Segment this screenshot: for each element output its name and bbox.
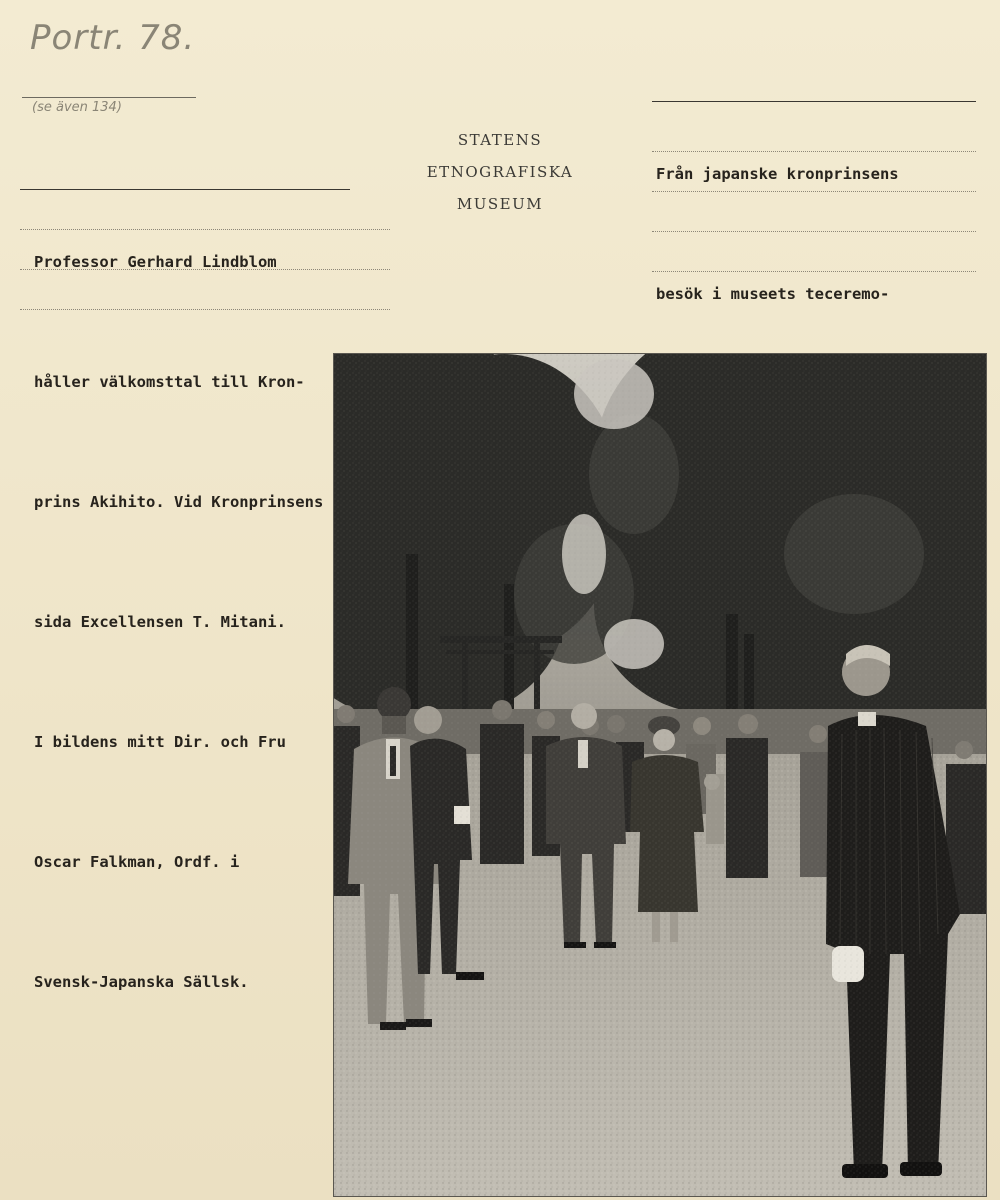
caption-left-line: Svensk-Japanska Sällsk. — [34, 973, 249, 991]
caption-left-line: håller välkomsttal till Kron- — [34, 373, 305, 391]
caption-right-line: Från japanske kronprinsens — [656, 165, 899, 183]
museum-stamp — [410, 124, 590, 220]
accession-number: Portr. 78. — [30, 18, 196, 58]
caption-left-line: I bildens mitt Dir. och Fru — [34, 733, 286, 751]
caption-right-rule — [652, 191, 976, 192]
museum-line-2: ETNOGRAFISKA — [426, 163, 574, 181]
caption-left-line: Oscar Falkman, Ordf. i — [34, 853, 240, 871]
caption-right-rule — [652, 231, 976, 232]
museum-line-1: STATENS — [457, 131, 543, 149]
caption-left-rule — [20, 229, 390, 230]
cross-reference-note: (se även 134) — [32, 100, 122, 115]
photo-illustration — [334, 354, 986, 1196]
museum-line-3: MUSEUM — [456, 195, 544, 213]
caption-left-line: prins Akihito. Vid Kronprinsens — [34, 493, 324, 511]
caption-left-rule — [20, 309, 390, 310]
caption-left-line: Professor Gerhard Lindblom — [34, 253, 277, 271]
caption-left-rule — [20, 189, 350, 190]
caption-left-rule — [20, 269, 390, 270]
caption-right-rule — [652, 271, 976, 272]
caption-right-rule — [652, 101, 976, 102]
caption-left-line: sida Excellensen T. Mitani. — [34, 613, 286, 631]
reception-photograph — [334, 354, 986, 1196]
caption-right-line: besök i museets teceremo- — [656, 285, 890, 303]
accession-underline — [22, 97, 196, 98]
caption-left — [34, 162, 323, 1082]
caption-right-rule — [652, 151, 976, 152]
